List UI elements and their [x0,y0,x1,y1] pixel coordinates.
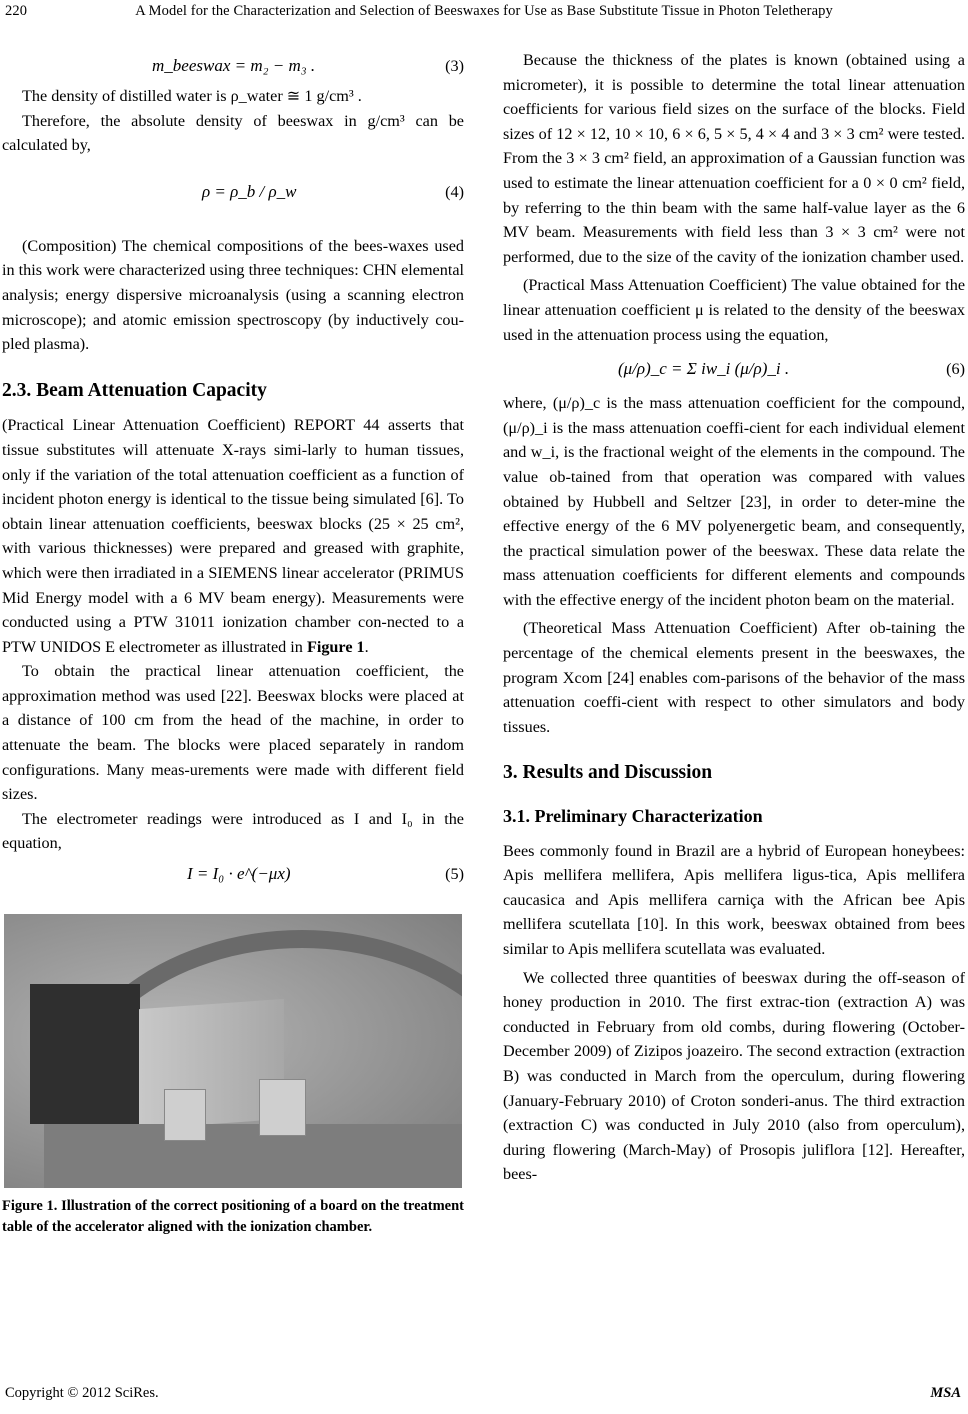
section-heading-3-1: 3.1. Preliminary Characterization [503,806,763,827]
paragraph-theoretical: (Theoretical Mass Attenuation Coefficient) After ob-taining the percentage of the chemical elements present in the beeswaxes, the program Xcom [24] enables com-parisons of the behavior of the mass attenuation coeffi-cient with respect to other simulators and body tissues. [503,619,965,736]
paragraph-density-water: The density of distilled water is ρ_water ≅ 1 g/cm³ . [22,87,362,105]
paragraph-approximation: To obtain the practical linear attenuation coefficient, the approximation method was used [22]. Beeswax blocks were placed at a distance of 100 cm from the head of the machine, in order to attenuate the beam. The blocks were placed separately in random configurations. Many meas-urements were made with different field sizes. [2,662,464,804]
equation-4 [2,158,464,234]
figure-1-photo [4,914,462,1188]
photo-block [259,1079,306,1136]
equation-5-number: (5) [445,865,464,884]
linear-text-end: . [364,637,369,656]
section-heading-2-3: 2.3. Beam Attenuation Capacity [2,379,267,401]
paragraph-collected: We collected three quantities of beeswax during the off-season of honey production in 2010. The first extrac-tion (extraction A) was conducted in February from old combs, during flowering (October-December 2009) of Zizipos joazeiro. The second extraction (extraction B) was conducted in March from the operculum, during flowering (January-February 2010) of Croton sonderi-anus. The third extraction (extraction C) was conducted in July 2010 (also from operculum), during flowering (March-May) of Prosopis juliflora [12]. Hereafter, bees- [503,968,965,1184]
section-heading-3: 3. Results and Discussion [503,762,713,784]
right-column [503,48,965,1187]
paragraph-bees: Bees commonly found in Brazil are a hybrid of European honeybees: Apis mellifera mellifera, Apis mellifera ligus-tica, Apis mellifera caucasica and Apis mellifera carniça with the African bee Apis mellifera scutellata [10]. In this work, beeswax obtained from bees similar to Apis mellifera scutellata was evaluated. [503,841,965,958]
paragraph-therefore: Therefore, the absolute density of beeswax in g/cm³ can be calculated by, [2,111,464,155]
journal-abbreviation: MSA [930,1385,961,1401]
paragraph-composition: (Composition) The chemical compositions of the bees-waxes used in this work were characterized using three techniques: CHN elemental analysis; energy dispersive microanalysis (using a scanning electron microscope); and atomic emission spectroscopy (by inductively cou-pled plasma). [2,236,464,354]
equation-3-expression: m_beeswax = m₂ − m₃ . [152,56,316,75]
paragraph-mass-attenuation: (Practical Mass Attenuation Coefficient) The value obtained for the linear attenuation coefficient μ is related to the density of the beeswax used in the attenuation process using the equation, [503,276,965,344]
figure-1-reference[interactable]: Figure 1 [306,637,365,656]
equation-5 [2,856,464,900]
figure-1-caption: Figure 1. Illustration of the correct positioning of a board on the treatment table of the accelerator aligned with the ionization chamber. [2,1198,464,1235]
equation-6-number: (6) [946,360,965,379]
paragraph-linear-attenuation [2,413,464,659]
equation-6-expression: (μ/ρ)_c = Σ iw_i (μ/ρ)_i . [618,359,790,379]
photo-treatment-table [44,1124,462,1188]
photo-dark-panel [30,984,140,1124]
page-number: 220 [5,3,28,19]
running-header [0,3,968,20]
equation-3 [2,48,464,84]
left-column [2,48,464,1237]
copyright-text: Copyright © 2012 SciRes. [5,1385,159,1401]
equation-4-expression: ρ = ρ_b / ρ_w [202,181,297,201]
paragraph-electrometer: The electrometer readings were introduced as I and I₀ in the equation, [2,809,464,853]
linear-text: (Practical Linear Attenuation Coefficient) REPORT 44 asserts that tissue substitutes will attenuate X-rays simi-larly to human tissues, only if the variation of the total attenuation coefficient as a function of incident photon energy is identical to the tissue being simulated [6]. To obtain linear attenuation coefficients, beeswax blocks (25 × 25 cm², with various thicknesses) were prepared and greased with graphite, which were then irradiated in a SIEMENS linear accelerator (PRIMUS Mid Energy model with a 6 MV beam energy). Measurements were conducted using a PTW 31011 ionization chamber con-nected to a PTW UNIDOS E electrometer as illustrated in [2,416,464,656]
photo-block [164,1089,206,1141]
running-title: A Model for the Characterization and Selection of Beeswaxes for Use as Base Substitute Tissue in Photon Teletherapy [135,3,833,19]
paragraph-where: where, (μ/ρ)_c is the mass attenuation coefficient for the compound, (μ/ρ)_i is the mass attenuation coeffi-cient for each individual element and w_i, is the fractional weight of the elements in the compound. The value ob-tained from that operation was compared with values obtained by Hubbell and Seltzer [23], in order to deter-mine the effective energy of the 6 MV polyenergetic beam, and consequently, the practical simulation power of the beeswax. These data relate the mass attenuation coefficients for different elements and compounds with the effective energy of the incident photon beam on the material. [503,394,965,609]
paragraph-thickness: Because the thickness of the plates is known (obtained using a micrometer), it is possible to determine the total linear attenuation coefficients for various field sizes on the surface of the blocks. Field sizes of 12 × 12, 10 × 10, 6 × 6, 5 × 5, 4 × 4 and 3 × 3 cm² were tested. From the 3 × 3 cm² field, an approximation of a Gaussian function was used to estimate the linear attenuation coefficient for a 0 × 0 cm² field, by referring to the thin beam with the same half-value layer as the 6 MV beam. Measurements with field less than 3 × 3 cm² were not performed, due to the size of the cavity of the ionization chamber used. [503,51,965,266]
page-footer [5,1385,963,1402]
equation-3-number: (3) [445,57,464,75]
equation-4-number: (4) [445,182,464,201]
equation-6 [503,347,965,391]
equation-5-expression: I = I₀ · e^(−μx) [187,864,291,884]
